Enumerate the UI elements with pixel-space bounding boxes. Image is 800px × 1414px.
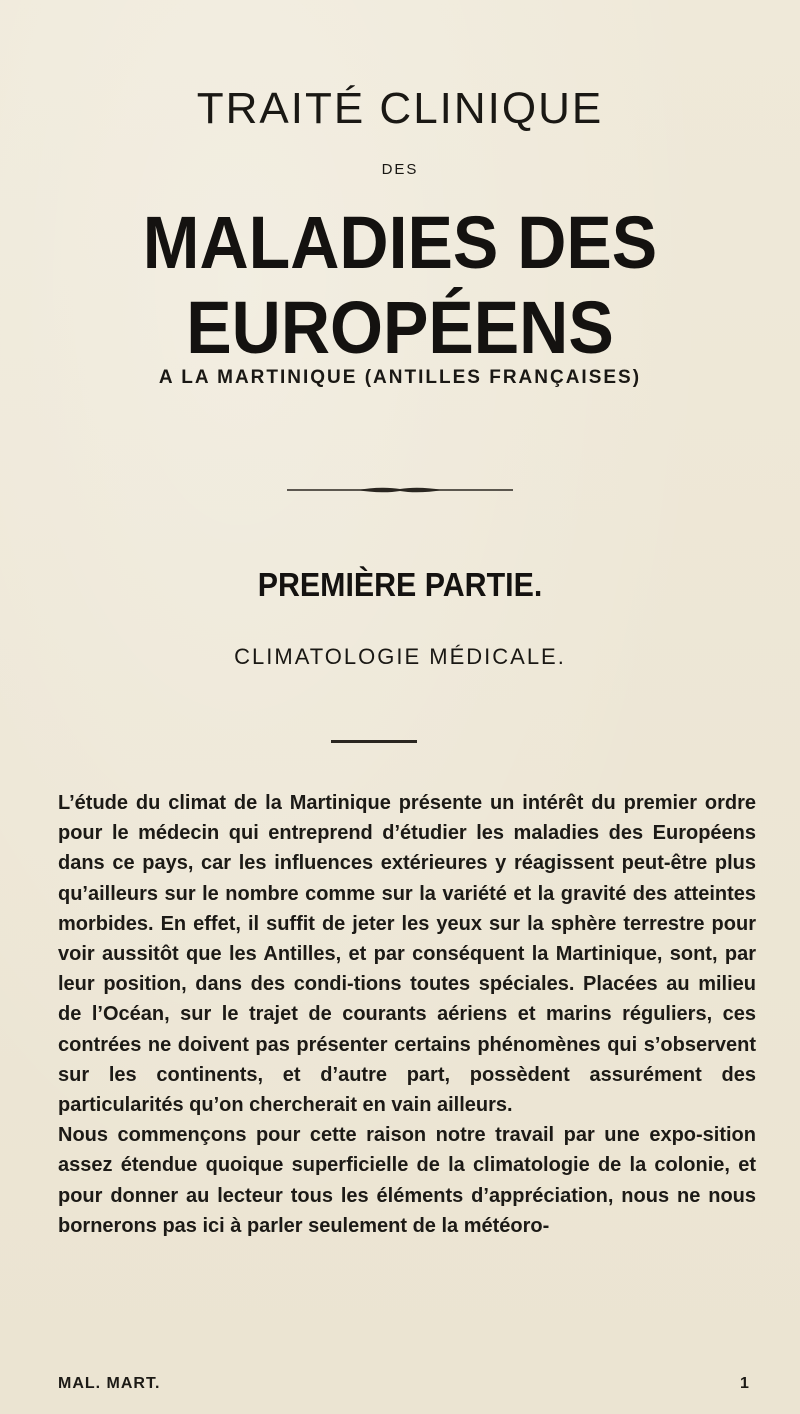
book-title-line2: DES	[381, 161, 419, 178]
book-title-line4: A LA MARTINIQUE (ANTILLES FRANÇAISES)	[158, 367, 642, 388]
footer-sheet-number: 1	[740, 1375, 749, 1392]
ornamental-rule	[287, 486, 513, 494]
section-divider	[331, 740, 417, 743]
part-subtitle: CLIMATOLOGIE MÉDICALE.	[234, 644, 566, 669]
book-title-line1: TRAITÉ CLINIQUE	[196, 84, 604, 133]
book-title-line3: MALADIES DES EUROPÉENS	[142, 201, 658, 369]
paragraph: Nous commençons pour cette raison notre travail par une expo-sition assez étendue quoique superficielle de la climatologie de la colonie, et pour donner au lecteur tous les éléments d’appréciation, nous ne nous bornerons pas ici à parler seulement de la météoro-	[58, 1124, 756, 1237]
part-title: PREMIÈRE PARTIE.	[257, 566, 543, 603]
footer-signature: MAL. MART.	[58, 1375, 161, 1392]
body-text	[58, 788, 756, 1241]
paragraph: L’étude du climat de la Martinique présente un intérêt du premier ordre pour le médecin qui entreprend d’étudier les maladies des Européens dans ce pays, car les influences extérieures y réagissent peut-être plus qu’ailleurs sur le nombre comme sur la variété et la gravité des atteintes morbides. En effet, il suffit de jeter les yeux sur la sphère terrestre pour voir aussitôt que les Antilles, et par conséquent la Martinique, sont, par leur position, dans des condi-tions toutes spéciales. Placées au milieu de l’Océan, sur le trajet de courants aériens et marins réguliers, ces contrées ne doivent pas présenter certains phénomènes qui s’observent sur les continents, et d’autre part, possèdent assurément des particularités qu’on chercherait en vain ailleurs.	[58, 792, 756, 1117]
